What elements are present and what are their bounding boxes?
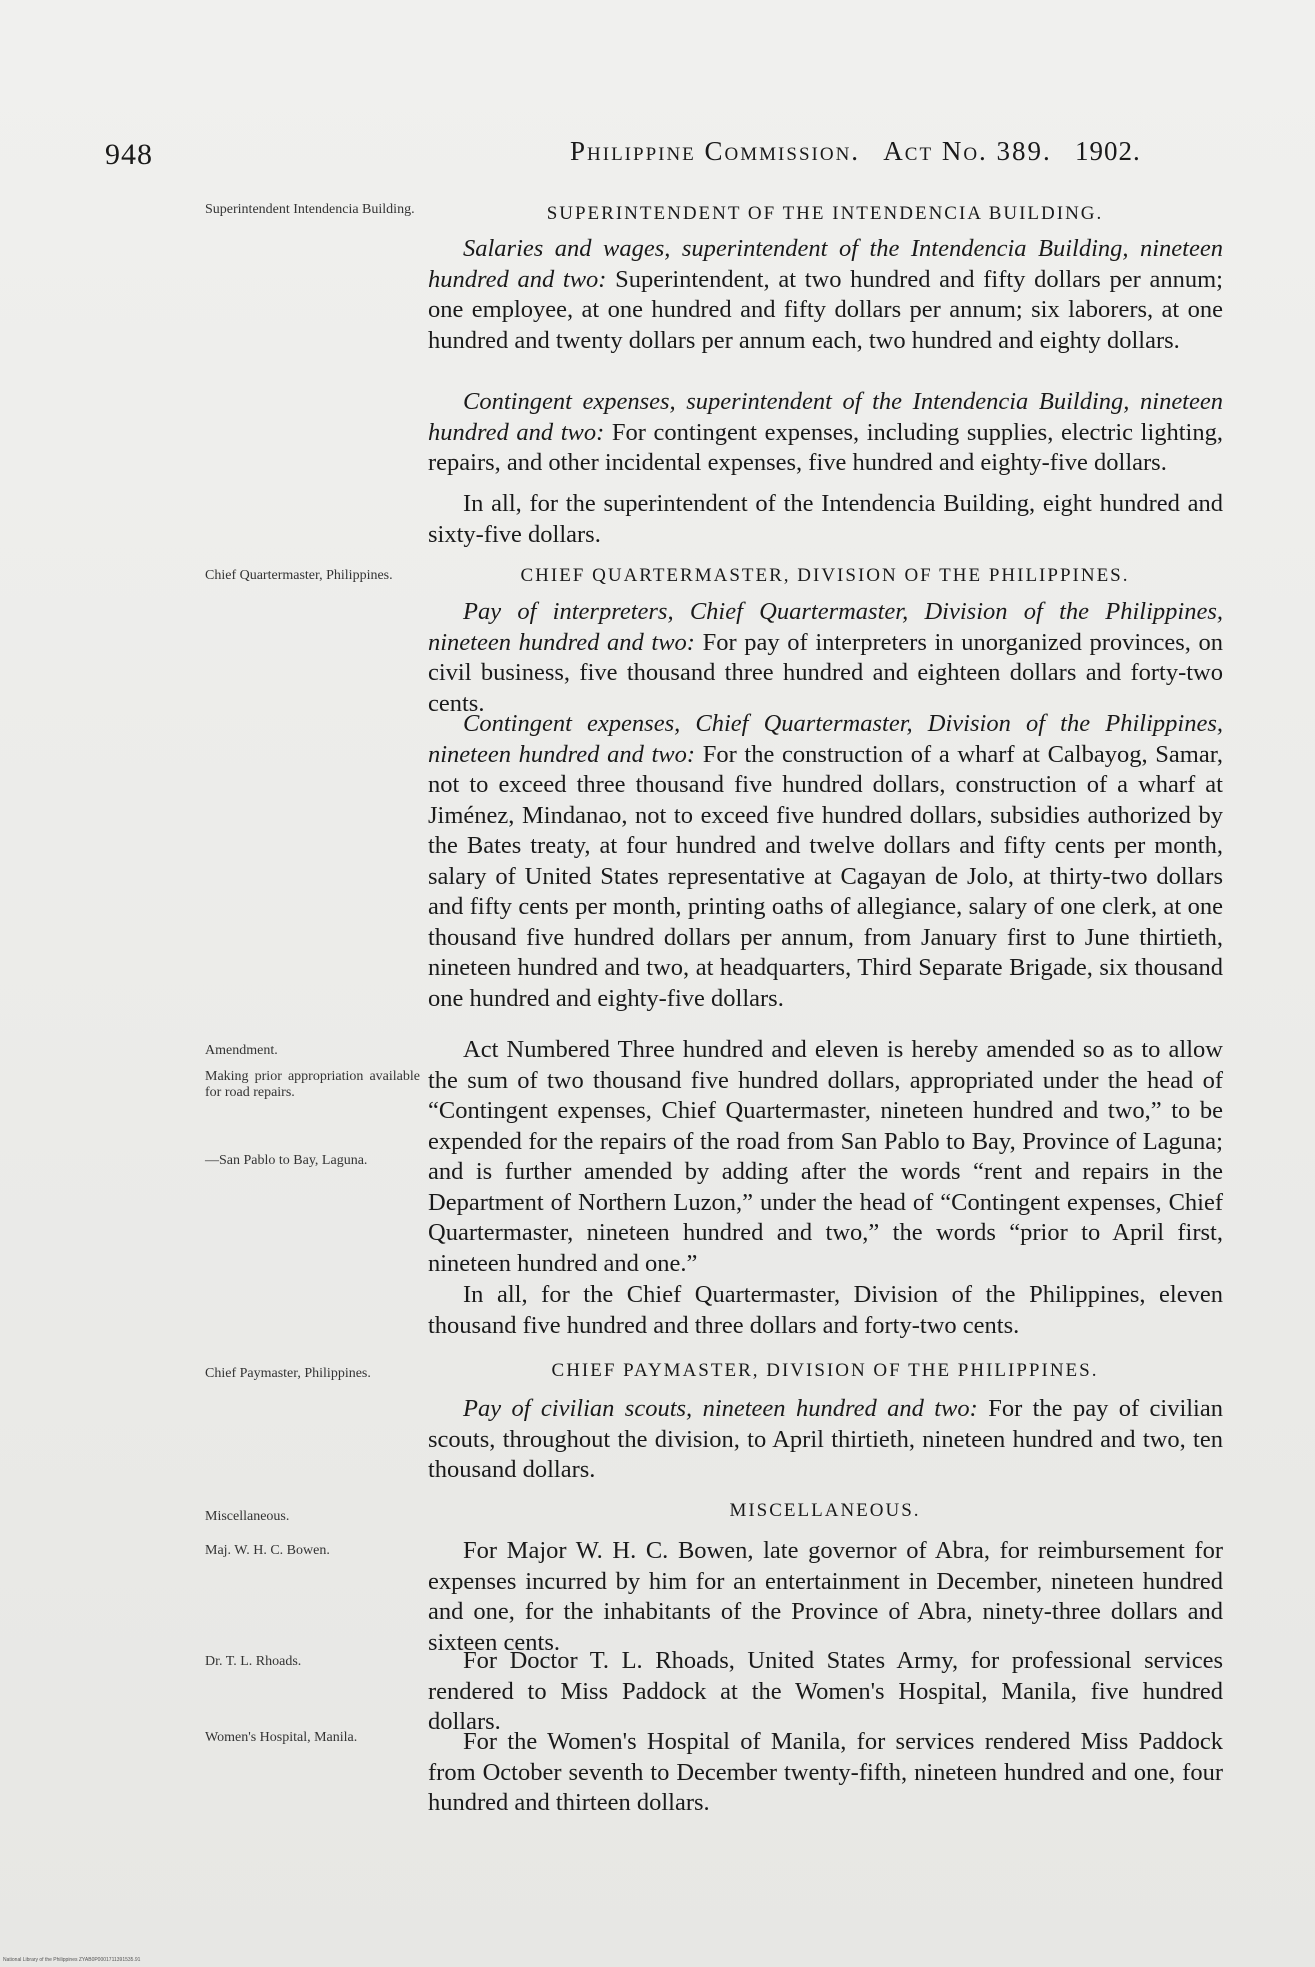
paragraph-womens-hospital: For the Women's Hospital of Manila, for services rendered Miss Paddock from October seventh to December twenty-fifth, nineteen hundred and one, four hundred and thirteen dollars. <box>428 1728 1223 1816</box>
margin-note-bowen: Maj. W. H. C. Bowen. <box>205 1543 330 1558</box>
running-title: Philippine Commission. <box>570 136 861 166</box>
margin-note-superintendent: Superintendent Intendencia Building. <box>205 202 415 217</box>
paragraph-bowen: For Major W. H. C. Bowen, late governor of Abra, for reimbursement for expenses incurred by him for an entertainment in December, nineteen hundred and one, for the inhabitants of the Province of Abra, ninety-three dollars and sixteen cents. <box>428 1537 1223 1656</box>
page-number: 948 <box>105 138 153 171</box>
paragraph-text: For the pay of civilian scouts, throughout the division, to April thirtieth, nineteen hundred and two, ten thousand dollars. <box>428 1395 1223 1483</box>
scan-footer: National Library of the Philippines ZYAB0P0001711391535.91 <box>3 1957 141 1963</box>
heading-quartermaster: CHIEF QUARTERMASTER, DIVISION OF THE PHILIPPINES. <box>520 565 1130 586</box>
paragraph-quartermaster-amendment: Act Numbered Three hundred and eleven is hereby amended so as to allow the sum of two thousand five hundred dollars, appropriated under the head of “Contingent expenses, Chief Quartermaster, nineteen hundred and two,” to be expended for the repairs of the road from San Pablo to Bay, Province of Laguna; and is further amended by adding after the words “rent and repairs in the Department of Northern Luzon,” under the head of “Contingent expenses, Chief Quartermaster, nineteen hundred and two,” the words “prior to April first, nineteen hundred and one.” <box>428 1036 1223 1277</box>
paragraph-text: For contingent expenses, including supplies, electric lighting, repairs, and other incidental expenses, five hundred and eighty-five dollars. <box>428 418 1223 476</box>
paragraph-intendencia-contingent <box>428 387 1223 479</box>
heading-miscellaneous: MISCELLANEOUS. <box>729 1500 921 1521</box>
paragraph-intendencia-salaries <box>428 234 1223 356</box>
margin-note-amendment: Amendment. <box>205 1043 278 1058</box>
paragraph-quartermaster-total: In all, for the Chief Quartermaster, Division of the Philippines, eleven thousand five hundred and three dollars and forty-two cents. <box>428 1281 1223 1339</box>
header-year: 1902. <box>1075 136 1141 166</box>
margin-note-quartermaster: Chief Quartermaster, Philippines. <box>205 568 393 583</box>
heading-intendencia: SUPERINTENDENT OF THE INTENDENCIA BUILDING. <box>546 203 1104 224</box>
running-header <box>570 136 1141 167</box>
heading-paymaster: CHIEF PAYMASTER, DIVISION OF THE PHILIPPINES. <box>551 1360 1099 1381</box>
paragraph-rhoads: For Doctor T. L. Rhoads, United States Army, for professional services rendered to Miss Paddock at the Women's Hospital, Manila, five hundred dollars. <box>428 1647 1223 1735</box>
italic-lead: Pay of interpreters, Chief Quartermaster, Division of the Philippines, nineteen hundred and two: <box>428 598 1223 656</box>
italic-lead: Contingent expenses, superintendent of the Intendencia Building, nineteen hundred and two: <box>428 388 1223 446</box>
margin-note-paymaster: Chief Paymaster, Philippines. <box>205 1366 371 1381</box>
italic-lead: Contingent expenses, Chief Quartermaster, Division of the Philippines, nineteen hundred and two: <box>428 710 1223 768</box>
paragraph-quartermaster-contingent <box>428 709 1223 1014</box>
margin-note-miscellaneous: Miscellaneous. <box>205 1509 290 1524</box>
margin-note-womens-hospital: Women's Hospital, Manila. <box>205 1730 358 1745</box>
paragraph-text: Superintendent, at two hundred and fifty dollars per annum; one employee, at one hundred and fifty dollars per annum; six laborers, at one hundred and twenty dollars per annum each, two hundred and eighty dollars. <box>428 265 1223 354</box>
act-number: Act No. 389. <box>883 136 1052 166</box>
paragraph-text: For pay of interpreters in unorganized provinces, on civil business, five thousand three hundred and eighteen dollars and forty-two cents. <box>428 628 1223 717</box>
margin-note-san-pablo: —San Pablo to Bay, Laguna. <box>205 1153 368 1168</box>
margin-note-road-repairs: Making prior appropriation available for road repairs. <box>205 1069 420 1100</box>
italic-lead: Pay of civilian scouts, nineteen hundred and two: <box>463 1395 978 1422</box>
paragraph-intendencia-total: In all, for the superintendent of the Intendencia Building, eight hundred and sixty-five dollars. <box>428 490 1223 548</box>
paragraph-paymaster-scouts <box>428 1394 1223 1486</box>
margin-note-rhoads: Dr. T. L. Rhoads. <box>205 1654 302 1669</box>
paragraph-quartermaster-interpreters <box>428 597 1223 719</box>
italic-lead: Salaries and wages, superintendent of the Intendencia Building, nineteen hundred and two: <box>428 235 1223 293</box>
paragraph-text: For the construction of a wharf at Calbayog, Samar, not to exceed three thousand five hundred dollars, construction of a wharf at Jiménez, Mindanao, not to exceed five hundred dollars, subsidies authorized by the Bates treaty, at four hundred and twelve dollars and fifty cents per month, salary of United States representative at Cagayan de Jolo, at thirty-two dollars and fifty cents per month, printing oaths of allegiance, salary of one clerk, at one thousand five hundred dollars per annum, from January first to June thirtieth, nineteen hundred and two, at headquarters, Third Separate Brigade, six thousand one hundred and eighty-five dollars. <box>428 740 1223 1012</box>
